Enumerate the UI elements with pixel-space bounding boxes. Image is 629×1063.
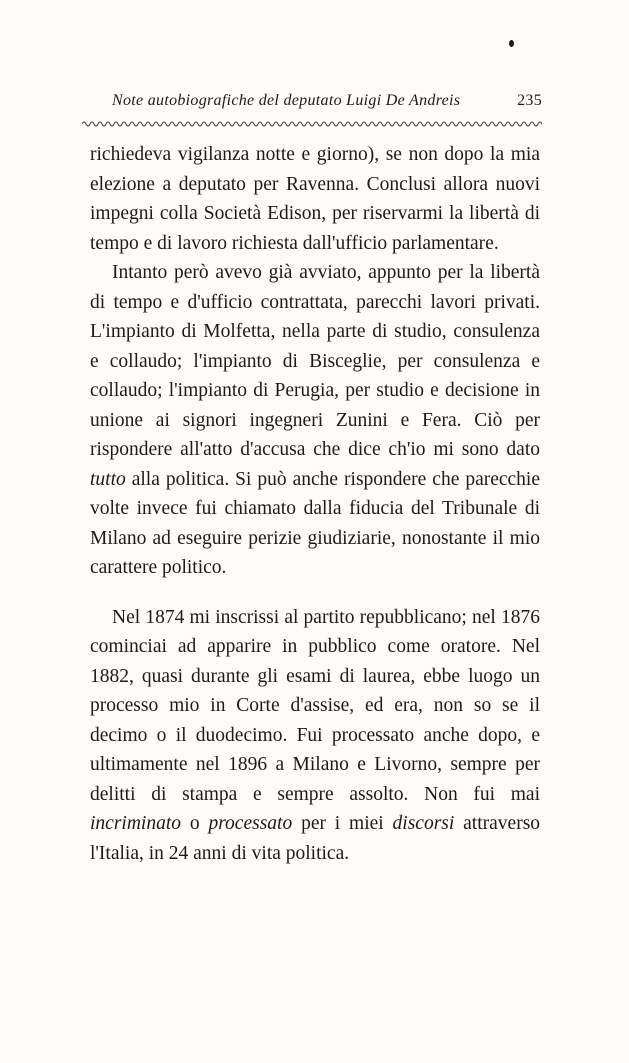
paragraph-2-emphasis: tutto [90, 468, 126, 490]
paragraph-1-text: richiedeva vigilanza notte e giorno), se non dopo la mia elezione a deputato per Ravenna. Conclusi allora nuovi impegni colla Società Edison, per riservarmi la libertà di tempo e di lavoro richiesta dall'ufficio parlamentare. [90, 144, 540, 254]
ink-speck [509, 40, 514, 47]
running-header [112, 92, 542, 110]
paragraph-2-text-a: Intanto però avevo già avviato, appunto per la libertà di tempo e d'ufficio contrattata, parecchi lavori privati. L'impianto di Molfetta, nella parte di studio, consulenza e collaudo; l'impianto di Bisceglie, per consulenza e collaudo; l'impianto di Perugia, per studio e decisione in unione ai signori ingegneri Zunini e Fera. Ciò per rispondere all'atto d'accusa che dice ch'io mi sono dato [90, 262, 540, 460]
paragraph-3-emphasis-1: incriminato [90, 813, 181, 834]
paragraph-3-text-b: o [189, 813, 200, 834]
header-title: Note autobiografiche del deputato Luigi De Andreis [112, 92, 461, 109]
page-number: 235 [517, 92, 542, 109]
paragraph-3-emphasis-2: processato [208, 813, 293, 834]
paragraph-3-emphasis-3: discorsi [392, 813, 455, 834]
paragraph-2 [90, 258, 540, 583]
paragraph-3 [90, 603, 540, 869]
paragraph-3-text-a: Nel 1874 mi inscrissi al partito repubblicano; nel 1876 cominciai ad apparire in pubblico come oratore. Nel 1882, quasi durante gli esami di laurea, ebbe luogo un processo mio in Corte d'assise, ed era, non so se il decimo o il duodecimo. Fui processato anche dopo, e ultimamente nel 1896 a Milano e Livorno, sempre per delitti di stampa e sempre assolto. Non fui mai [90, 606, 540, 805]
page-body [90, 140, 540, 868]
decorative-wavy-rule [82, 118, 542, 130]
paragraph-3-text-c: per i miei [301, 813, 384, 834]
paragraph-1 [90, 140, 540, 258]
paragraph-2-text-b: alla politica. Si può anche rispondere che parecchie volte invece fui chiamato dalla fiducia del Tribunale di Milano ad eseguire perizie giudiziarie, nonostante il mio carattere politico. [90, 468, 541, 578]
paragraph-3-text-d: attraverso l'Italia, in 24 anni di vita politica. [90, 813, 541, 864]
